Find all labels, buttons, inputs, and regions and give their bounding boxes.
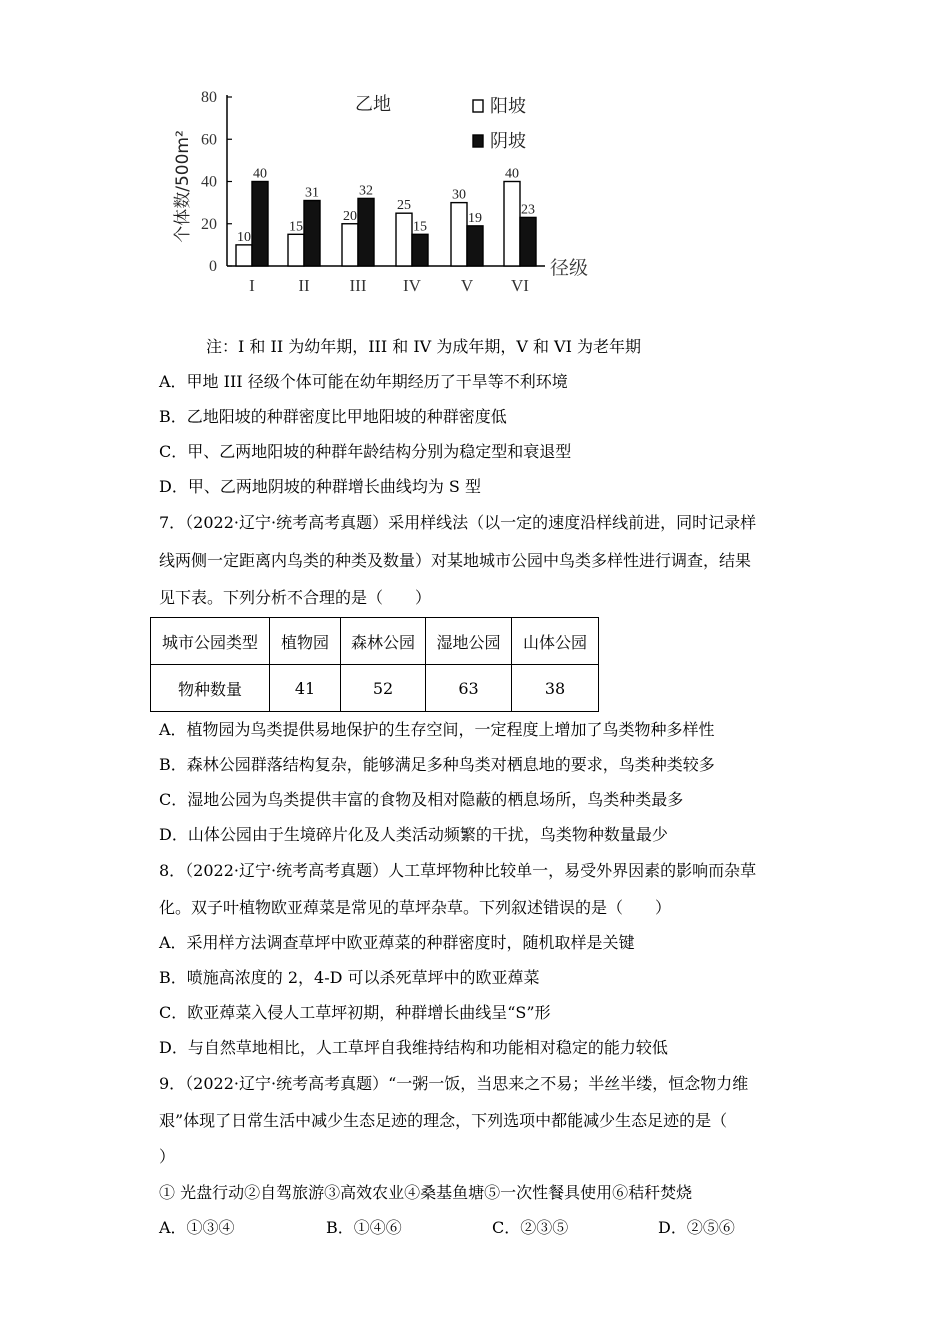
data-label: 25 — [397, 198, 411, 214]
q9-option-c: C．②③⑤ — [492, 1218, 569, 1237]
y-tick-label: 60 — [201, 131, 217, 149]
table-header-row — [151, 618, 599, 665]
x-tick-label: II — [298, 276, 310, 295]
table-header-cell: 湿地公园 — [426, 618, 512, 665]
data-label: 15 — [289, 219, 303, 235]
table-header-cell: 山体公园 — [512, 618, 599, 665]
park-species-table — [150, 617, 599, 712]
chart-title: 乙地 — [355, 94, 391, 115]
q6-option-c: C．甲、乙两地阳坡的种群年龄结构分别为稳定型和衰退型 — [159, 442, 572, 461]
q7-option-d: D．山体公园由于生境碎片化及人类活动频繁的干扰，鸟类物种数量最少 — [159, 825, 668, 844]
q6-option-a: A．甲地 III 径级个体可能在幼年期经历了干旱等不利环境 — [159, 372, 568, 391]
bar — [236, 245, 252, 266]
table-header-cell: 森林公园 — [341, 618, 426, 665]
bar — [412, 234, 428, 266]
q9-option-d: D．②⑤⑥ — [658, 1218, 735, 1237]
bar-chart — [150, 80, 620, 310]
q9-option-a: A．①③④ — [159, 1218, 235, 1237]
q7-stem-line-1: 7．（2022·辽宁·统考高考真题）采用样线法（以一定的速度沿样线前进，同时记录样 — [159, 513, 757, 532]
table-header-cell: 植物园 — [270, 618, 341, 665]
data-label: 15 — [413, 219, 427, 235]
data-label: 32 — [359, 183, 373, 199]
x-tick-label: III — [349, 276, 367, 295]
y-tick-label: 40 — [201, 173, 217, 191]
x-tick-label: I — [249, 276, 255, 295]
q9-stem-line-3: ） — [159, 1147, 176, 1166]
table-cell: 52 — [341, 665, 426, 712]
data-label: 10 — [237, 229, 251, 245]
q7-option-b: B．森林公园群落结构复杂，能够满足多种鸟类对栖息地的要求，鸟类种类较多 — [159, 755, 715, 774]
q7-stem-line-2: 线两侧一定距离内鸟类的种类及数量）对某地城市公园中鸟类多样性进行调查，结果 — [159, 551, 752, 570]
q8-stem-line-2: 化。双子叶植物欧亚蔊菜是常见的草坪杂草。下列叙述错误的是（ ） — [159, 898, 672, 917]
table-cell: 63 — [426, 665, 512, 712]
data-label: 40 — [505, 166, 519, 182]
legend-swatch — [473, 135, 483, 147]
x-axis-label: 径级 — [550, 257, 589, 279]
q8-option-d: D．与自然草地相比，人工草坪自我维持结构和功能相对稳定的能力较低 — [159, 1038, 668, 1057]
q9-items: ① 光盘行动②自驾旅游③高效农业④桑基鱼塘⑤一次性餐具使用⑥秸秆焚烧 — [159, 1183, 693, 1202]
x-tick-label: V — [460, 276, 474, 295]
bar — [252, 182, 268, 267]
table-cell: 41 — [270, 665, 341, 712]
q7-option-c: C．湿地公园为鸟类提供丰富的食物及相对隐蔽的栖息场所，鸟类种类最多 — [159, 790, 684, 809]
y-tick-label: 80 — [201, 89, 217, 106]
bar — [467, 226, 483, 266]
y-tick-label: 0 — [209, 258, 217, 275]
bar — [342, 224, 358, 266]
legend-swatch — [473, 100, 483, 112]
chart-svg — [150, 80, 620, 310]
q8-option-b: B．喷施高浓度的 2，4-D 可以杀死草坪中的欧亚蔊菜 — [159, 968, 540, 987]
table-cell: 38 — [512, 665, 599, 712]
q8-stem-line-1: 8．（2022·辽宁·统考高考真题）人工草坪物种比较单一，易受外界因素的影响而杂草 — [159, 861, 757, 880]
q9-stem-line-2: 艰”体现了日常生活中减少生态足迹的理念，下列选项中都能减少生态足迹的是（ — [159, 1111, 728, 1130]
chart-note: 注：I 和 II 为幼年期，III 和 IV 为成年期，V 和 VI 为老年期 — [206, 337, 642, 356]
bar — [304, 201, 320, 266]
q8-option-c: C．欧亚蔊菜入侵人工草坪初期，种群增长曲线呈“S”形 — [159, 1003, 551, 1022]
data-label: 30 — [452, 187, 466, 203]
q9-stem-line-1: 9．（2022·辽宁·统考高考真题）“一粥一饭，当思来之不易；半丝半缕，恒念物力维 — [159, 1074, 749, 1093]
data-label: 20 — [343, 208, 357, 224]
q8-option-a: A．采用样方法调查草坪中欧亚蔊菜的种群密度时，随机取样是关键 — [159, 933, 635, 952]
table-row — [151, 665, 599, 712]
q6-option-b: B．乙地阳坡的种群密度比甲地阳坡的种群密度低 — [159, 407, 507, 426]
y-axis-label: 个体数/500m² — [173, 130, 193, 243]
data-label: 31 — [305, 185, 319, 201]
bar — [358, 198, 374, 266]
bar — [288, 234, 304, 266]
legend-label: 阳坡 — [490, 96, 526, 117]
bar — [396, 213, 412, 266]
q7-option-a: A．植物园为鸟类提供易地保护的生存空间，一定程度上增加了鸟类物种多样性 — [159, 720, 715, 739]
data-label: 19 — [468, 210, 482, 226]
y-tick-label: 20 — [201, 215, 217, 233]
table-header-cell: 城市公园类型 — [151, 618, 270, 665]
q6-option-d: D．甲、乙两地阴坡的种群增长曲线均为 S 型 — [159, 477, 481, 496]
bar — [451, 203, 467, 266]
x-tick-label: VI — [511, 276, 529, 295]
bar — [504, 182, 520, 267]
q9-option-b: B．①④⑥ — [326, 1218, 402, 1237]
data-label: 23 — [521, 202, 535, 218]
bar — [520, 217, 536, 266]
legend-label: 阴坡 — [490, 131, 526, 152]
x-tick-label: IV — [403, 276, 421, 295]
data-label: 40 — [253, 166, 267, 182]
q7-stem-line-3: 见下表。下列分析不合理的是（ ） — [159, 588, 432, 607]
table-cell: 物种数量 — [151, 665, 270, 712]
